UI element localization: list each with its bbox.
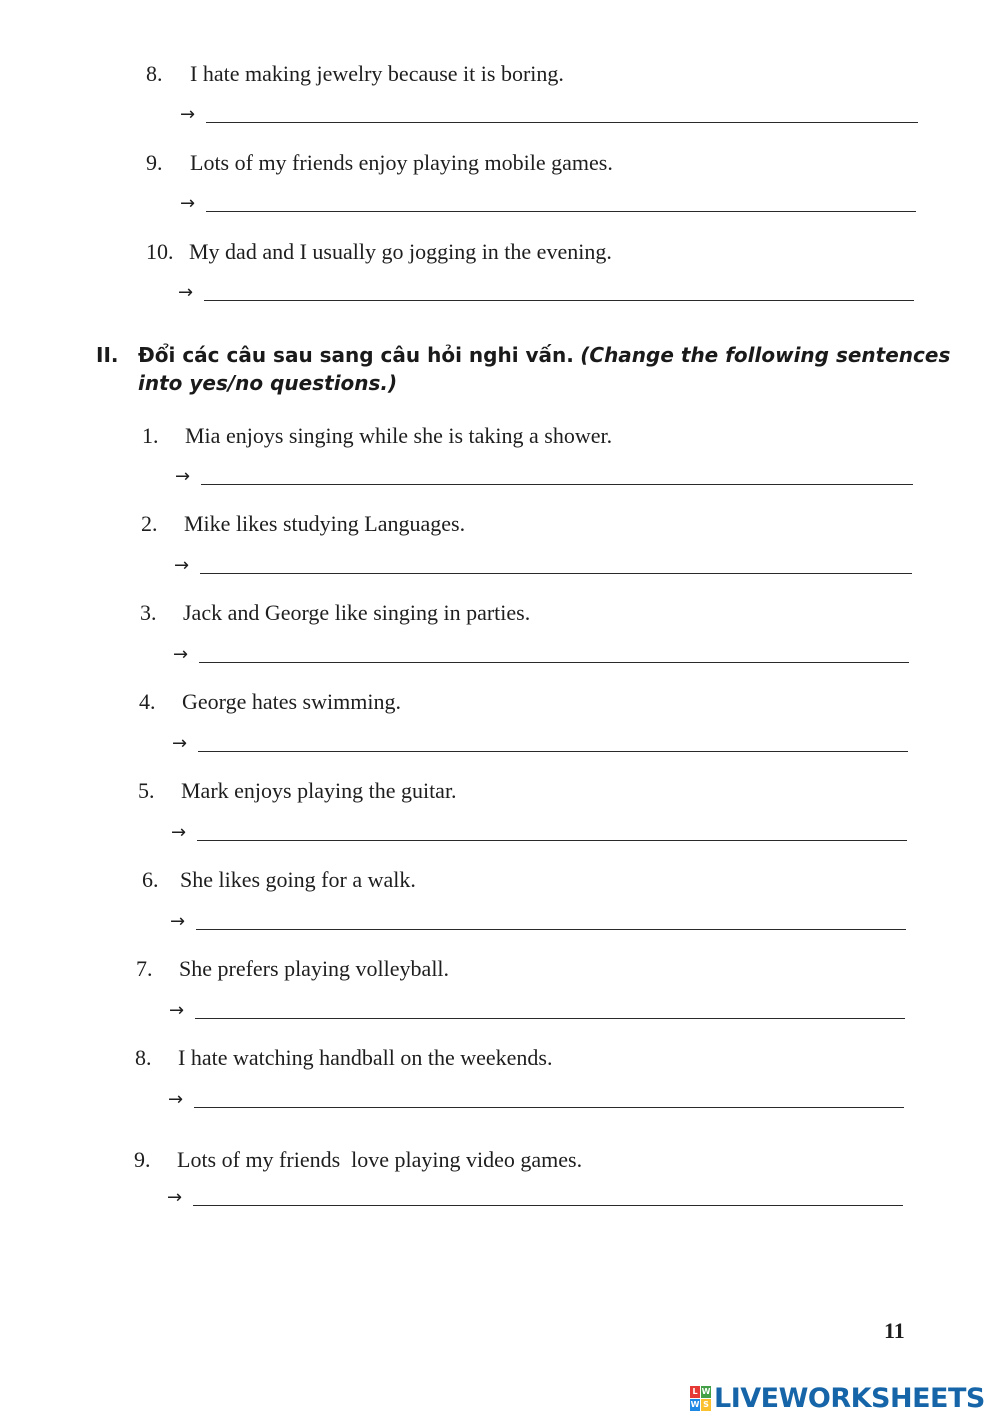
answer-input[interactable] [198, 751, 908, 752]
arrow-icon: → [167, 1187, 183, 1208]
arrow-icon: → [168, 1089, 184, 1110]
arrow-icon: → [178, 282, 194, 303]
answer-row [170, 911, 910, 937]
liveworksheets-logo-icon [690, 1386, 712, 1412]
answer-input[interactable] [196, 929, 906, 930]
item-sentence: She prefers playing volleyball. [179, 956, 450, 981]
item-number: 7. [136, 956, 153, 981]
item-number: 6. [142, 867, 159, 892]
arrow-icon: → [171, 822, 187, 843]
arrow-icon: → [180, 104, 196, 125]
arrow-icon: → [175, 466, 191, 487]
item-number: 3. [140, 600, 157, 625]
item-number: 8. [146, 61, 163, 86]
item-number: 2. [141, 511, 158, 536]
item-number: 1. [142, 423, 159, 448]
item-sentence: Lots of my friends enjoy playing mobile games. [190, 150, 613, 175]
answer-input[interactable] [197, 840, 907, 841]
item-number: 8. [135, 1045, 152, 1070]
item-sentence: She likes going for a walk. [180, 867, 416, 892]
logo-tile: L [690, 1386, 700, 1398]
item-sentence: My dad and I usually go jogging in the evening. [189, 239, 612, 264]
answer-input[interactable] [201, 484, 913, 485]
section-title-line1 [138, 341, 950, 369]
answer-input[interactable] [200, 573, 912, 574]
arrow-icon: → [169, 1000, 185, 1021]
answer-row [172, 733, 912, 759]
logo-tile: W [690, 1400, 700, 1409]
answer-input[interactable] [206, 122, 918, 123]
answer-row [174, 555, 914, 581]
brand-name: LIVEWORKSHEETS [714, 1383, 985, 1414]
item-sentence: Mike likes studying Languages. [184, 511, 466, 536]
answer-input[interactable] [195, 1018, 905, 1019]
section-title-english-1: (Change the following sentences [580, 343, 951, 367]
answer-input[interactable] [193, 1205, 903, 1206]
arrow-icon: → [172, 733, 188, 754]
arrow-icon: → [174, 555, 190, 576]
item-sentence: Jack and George like singing in parties. [183, 600, 531, 625]
page-number: 11 [884, 1318, 905, 1343]
liveworksheets-brand[interactable] [690, 1382, 990, 1416]
answer-row [178, 282, 918, 308]
answer-row [169, 1000, 909, 1026]
item-number: 5. [138, 778, 155, 803]
item-number: 9. [146, 150, 163, 175]
answer-row [167, 1187, 907, 1213]
item-number: 4. [139, 689, 156, 714]
section-title-line2 [138, 369, 397, 397]
logo-tile: S [701, 1399, 711, 1411]
logo-tile: W [701, 1387, 711, 1396]
arrow-icon: → [180, 193, 196, 214]
item-sentence: I hate watching handball on the weekends. [178, 1045, 553, 1070]
item-sentence: Mia enjoys singing while she is taking a shower. [185, 423, 613, 448]
item-number: 10. [146, 239, 174, 264]
answer-row [180, 193, 920, 219]
arrow-icon: → [170, 911, 186, 932]
answer-row [180, 104, 920, 130]
answer-input[interactable] [194, 1107, 904, 1108]
arrow-icon: → [173, 644, 189, 665]
section-title-english-2: into yes/no questions.) [138, 371, 398, 395]
answer-row [171, 822, 911, 848]
answer-row [168, 1089, 908, 1115]
answer-input[interactable] [199, 662, 909, 663]
item-sentence: I hate making jewelry because it is boring. [190, 61, 564, 86]
answer-row [173, 644, 913, 670]
item-number: 9. [134, 1147, 151, 1172]
answer-input[interactable] [206, 211, 916, 212]
section-roman-numeral: II. [96, 343, 119, 367]
item-sentence: Mark enjoys playing the guitar. [181, 778, 457, 803]
answer-row [175, 466, 915, 492]
item-sentence: Lots of my friends love playing video games. [177, 1147, 583, 1172]
item-sentence: George hates swimming. [182, 689, 401, 714]
section-title-vietnamese: Đổi các câu sau sang câu hỏi nghi vấn. [138, 343, 574, 367]
answer-input[interactable] [204, 300, 914, 301]
